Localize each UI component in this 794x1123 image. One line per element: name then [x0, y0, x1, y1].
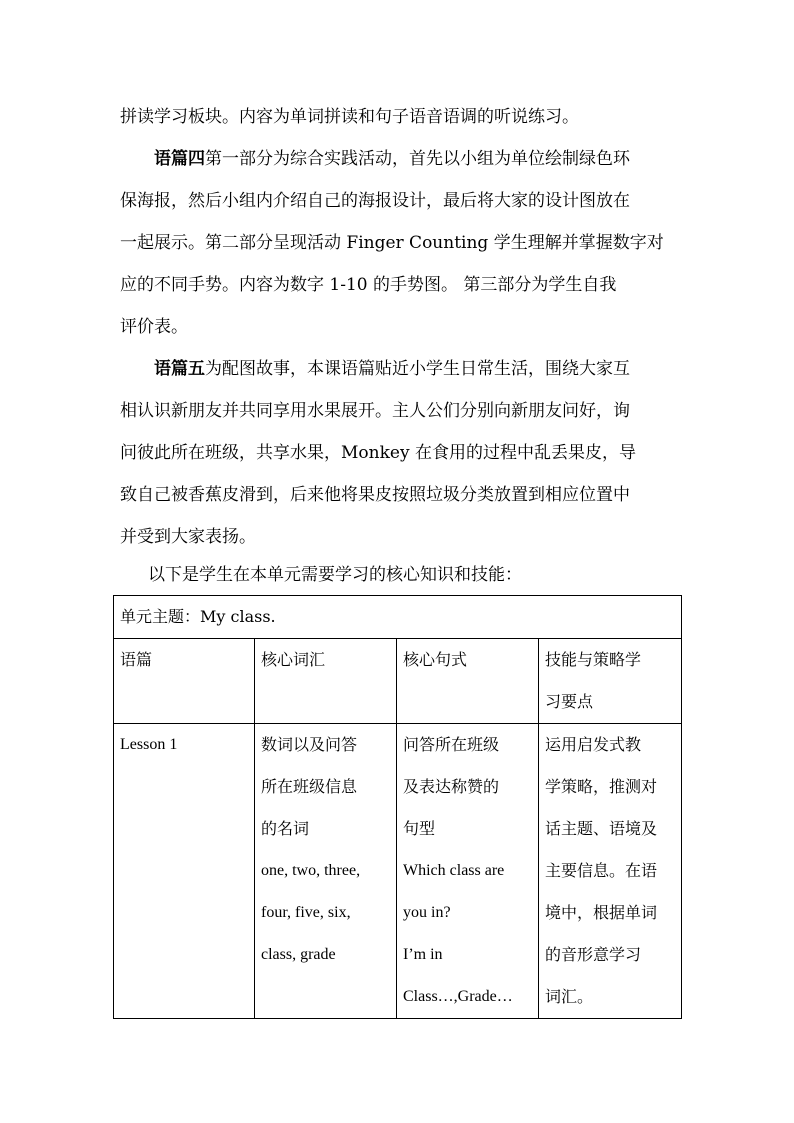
cell-line: 及表达称赞的: [403, 777, 500, 796]
table-cell-lesson: [114, 724, 255, 1019]
table-header-row: [114, 639, 682, 724]
cell-line: Lesson 1: [120, 736, 178, 753]
cell-line: 的音形意学习: [545, 945, 642, 964]
text-line: 并受到大家表扬。: [120, 527, 256, 547]
text-line: 一起展示。第二部分呈现活动 Finger Counting 学生理解并掌握数字对: [120, 233, 664, 253]
header-line: 技能与策略学: [545, 650, 642, 669]
cell-line: class, grade: [261, 946, 336, 963]
text-line: [120, 348, 682, 390]
header-cell-skills: [539, 639, 682, 724]
header-cell-sentences: [397, 639, 539, 724]
cell-line: 的名词: [261, 819, 310, 838]
cell-line: 句型: [403, 819, 436, 838]
cell-line: 话主题、语境及: [545, 819, 658, 838]
text-line: 评价表。: [120, 317, 188, 337]
text-span: 以下是学生在本单元需要学习的核心知识和技能：: [148, 565, 522, 585]
cell-line: 运用启发式教: [545, 735, 642, 754]
cell-line: you in?: [403, 904, 451, 921]
table-cell-vocabulary: [255, 724, 397, 1019]
cell-line: I’m in: [403, 946, 443, 963]
text-line: 致自己被香蕉皮滑到，后来他将果皮按照垃圾分类放置到相应位置中: [120, 485, 630, 505]
text-line: 拼读学习板块。内容为单词拼读和句子语音语调的听说练习。: [120, 107, 579, 127]
paragraph-phonics: [120, 96, 682, 138]
text-span: 第一部分为综合实践活动，首先以小组为单位绘制绿色环: [205, 149, 630, 169]
table-row: [114, 724, 682, 1019]
core-knowledge-table: [113, 595, 682, 1019]
text-span: 为配图故事，本课语篇贴近小学生日常生活，围绕大家互: [205, 359, 630, 379]
cell-line: 词汇。: [545, 987, 594, 1006]
cell-line: 问答所在班级: [403, 735, 500, 754]
text-line: 保海报，然后小组内介绍自己的海报设计，最后将大家的设计图放在: [120, 191, 630, 211]
cell-line: four, five, six,: [261, 904, 351, 921]
paragraph-lead: 语篇四: [154, 149, 205, 169]
paragraph-text-5: [120, 348, 682, 558]
paragraph-text-4: [120, 138, 682, 348]
text-line: 问彼此所在班级，共享水果，Monkey 在食用的过程中乱丢果皮，导: [120, 443, 636, 463]
paragraph-intro-table: [120, 554, 682, 596]
cell-line: Which class are: [403, 862, 505, 879]
header-cell-text: [114, 639, 255, 724]
header-cell-vocabulary: [255, 639, 397, 724]
cell-line: Class…,Grade…: [403, 988, 513, 1005]
table-cell-sentences: [397, 724, 539, 1019]
cell-line: 数词以及问答: [261, 735, 358, 754]
text-line: 相认识新朋友并共同享用水果展开。主人公们分别向新朋友问好，询: [120, 401, 630, 421]
header-line: 语篇: [120, 650, 153, 669]
table-title: 单元主题：My class.: [120, 607, 276, 626]
cell-line: 主要信息。在语: [545, 861, 658, 880]
cell-line: 境中，根据单词: [545, 903, 658, 922]
text-line: 应的不同手势。内容为数字 1-10 的手势图。 第三部分为学生自我: [120, 275, 617, 295]
table-title-cell: [114, 596, 682, 639]
cell-line: 学策略，推测对: [545, 777, 658, 796]
header-line: 核心句式: [403, 650, 468, 669]
text-line: [120, 554, 682, 596]
cell-line: one, two, three,: [261, 862, 361, 879]
table-cell-skills: [539, 724, 682, 1019]
paragraph-lead: 语篇五: [154, 359, 205, 379]
header-line: 习要点: [545, 692, 594, 711]
text-line: [120, 138, 682, 180]
cell-line: 所在班级信息: [261, 777, 358, 796]
header-line: 核心词汇: [261, 650, 326, 669]
